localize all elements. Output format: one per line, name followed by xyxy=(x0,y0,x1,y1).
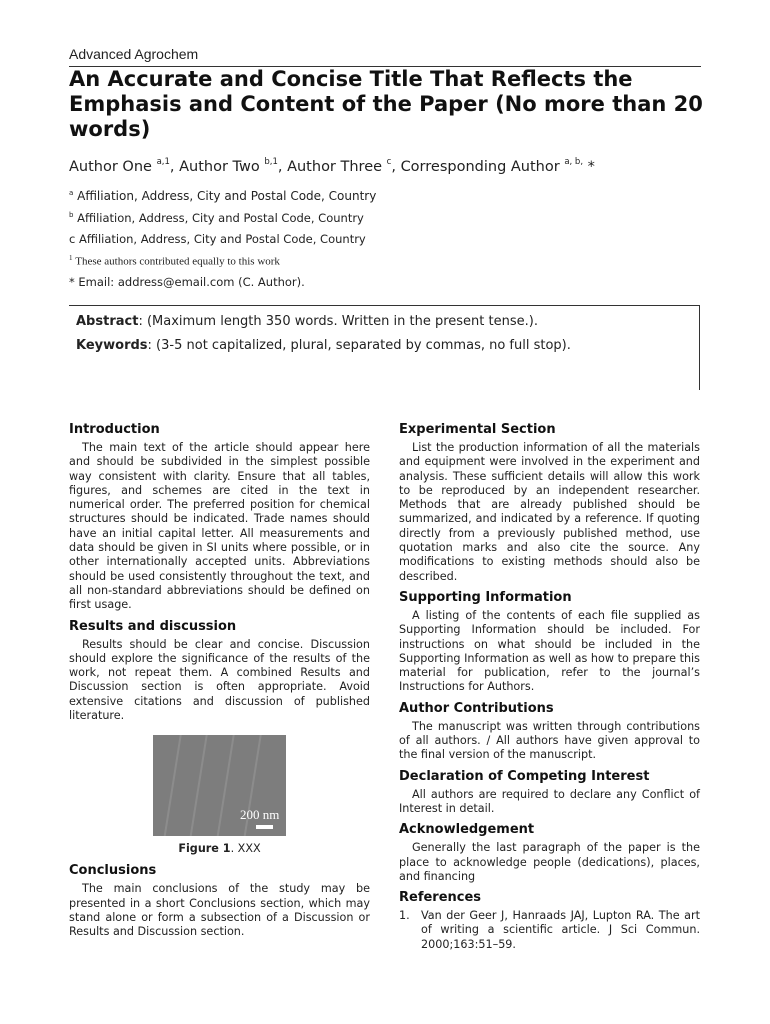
reference-item xyxy=(399,909,700,952)
section-heading-results: Results and discussion xyxy=(69,618,237,634)
author-affiliation-mark: a, b, xyxy=(564,157,584,167)
note-mark: 1 xyxy=(69,254,73,262)
scale-bar-label: 200 nm xyxy=(240,807,280,823)
author-separator: , xyxy=(277,158,288,175)
affiliation-a xyxy=(69,189,376,203)
abstract-text: : (Maximum length 350 words. Written in the present tense.). xyxy=(138,314,538,329)
reference-text: Van der Geer J, Hanraads JAJ, Lupton RA. The art of writing a scientific article. J Sci Commun. 2000;163:51–59. xyxy=(421,909,700,951)
author-affiliation-mark: c xyxy=(386,157,392,167)
acknowledgement-text: Generally the last paragraph of the paper is the place to acknowledge people (dedications), places, and financing xyxy=(399,841,700,883)
affiliation-text: Affiliation, Address, City and Postal Code, Country xyxy=(78,232,366,246)
note-text: These authors contributed equally to this work xyxy=(75,255,280,268)
journal-name: Advanced Agrochem xyxy=(69,46,199,62)
section-heading-conclusions: Conclusions xyxy=(69,863,157,879)
section-heading-supporting: Supporting Information xyxy=(399,589,572,605)
section-heading-introduction: Introduction xyxy=(69,422,160,437)
texture-streak xyxy=(214,735,236,836)
keywords xyxy=(76,338,571,353)
author-separator: , xyxy=(391,158,401,175)
texture-streak xyxy=(161,735,183,836)
author-separator: * xyxy=(583,158,595,175)
supporting-text: A listing of the contents of each file supplied as Supporting Information should be included. For instructions on what should be included in the Supporting Information as well as how to prepare this material for publication, refer to the journal’s Instructions for Authors. xyxy=(399,608,700,694)
texture-streak xyxy=(187,735,209,836)
author-separator: , xyxy=(169,158,180,175)
competing-text: All authors are required to declare any Conflict of Interest in detail. xyxy=(399,787,700,815)
affiliation-mark: a xyxy=(69,189,74,197)
caption-text: . XXX xyxy=(230,842,261,856)
reference-number: 1. xyxy=(399,909,410,923)
section-heading-references: References xyxy=(399,890,482,906)
author-name: Author Two xyxy=(179,158,260,175)
keywords-label: Keywords xyxy=(76,338,148,353)
affiliation-mark: b xyxy=(69,211,74,220)
scale-bar xyxy=(256,825,273,829)
author-affiliation-mark: b,1 xyxy=(264,157,278,167)
paper-title: An Accurate and Concise Title That Reflects the Emphasis and Content of the Paper (No more than 20 words) xyxy=(69,67,703,141)
author-name: Author Three xyxy=(287,158,383,175)
caption-label: Figure 1 xyxy=(178,842,231,856)
equal-contribution-note xyxy=(69,254,280,268)
section-heading-acknowledgement: Acknowledgement xyxy=(399,822,535,838)
reference-list xyxy=(399,909,700,952)
corresponding-email: * Email: address@email.com (C. Author). xyxy=(69,275,305,289)
affiliation-c xyxy=(69,232,366,246)
affiliation-text: Affiliation, Address, City and Postal Code, Country xyxy=(77,189,377,203)
section-heading-competing: Declaration of Competing Interest xyxy=(399,768,650,784)
section-heading-contributions: Author Contributions xyxy=(399,700,554,716)
figure-1-image xyxy=(153,735,286,836)
author-name: Corresponding Author xyxy=(400,158,560,175)
contributions-text: The manuscript was written through contributions of all authors. / All authors have given approval to the final version of the manuscript. xyxy=(399,719,700,762)
introduction-text: The main text of the article should appear here and should be subdivided in the simplest possible way consistent with clarity. Ensure that all tables, figures, and schemes are cited in the text in numerical order. The preferred position for chemical structures should be indicated. Trade names should have an initial capital letter. All measurements and data should be given in SI units where possible, or in other internationally accepted units. Abbreviations should be used consistently throughout the text, and all non-standard abbreviations should be defined on first usage. xyxy=(69,441,370,612)
author-affiliation-mark: a,1 xyxy=(156,157,170,167)
conclusions-text: The main conclusions of the study may be presented in a short Conclusions section, which may stand alone or form a subsection of a Discussion or Results and Discussion section. xyxy=(69,882,370,939)
author-list xyxy=(69,158,595,175)
results-text: Results should be clear and concise. Discussion should explore the significance of the results of the work, not repeat them. A combined Results and Discussion section is often appropriate. Avoid extensive citations and discussion of published literature. xyxy=(69,637,370,723)
experimental-text: List the production information of all the materials and equipment were involved in the experiment and analysis. These sufficient details will allow this work to be reproduced by an independent researcher. Methods that are already published should be summarized, and indicated by a reference. If quoting directly from a previously published method, use quotation marks and also cite the source. Any modifications to existing methods should also be described. xyxy=(399,441,700,583)
abstract xyxy=(76,314,538,329)
author-name: Author One xyxy=(69,158,152,175)
affiliation-text: Affiliation, Address, City and Postal Code, Country xyxy=(77,211,364,225)
left-column xyxy=(69,422,370,946)
keywords-text: : (3-5 not capitalized, plural, separated by commas, no full stop). xyxy=(147,338,571,353)
figure-1-caption xyxy=(69,842,370,855)
abstract-label: Abstract xyxy=(76,314,139,329)
section-heading-experimental: Experimental Section xyxy=(399,422,556,437)
affiliation-b xyxy=(69,211,364,225)
right-column xyxy=(399,422,700,952)
abstract-box xyxy=(69,305,700,390)
affiliation-mark: c xyxy=(69,232,76,246)
